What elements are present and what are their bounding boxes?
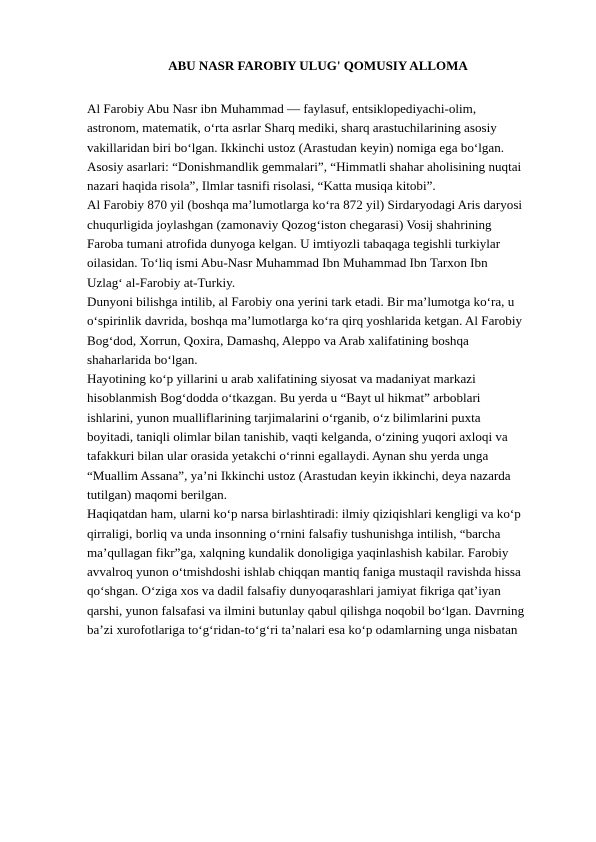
text-line: Uzlag‘ al-Farobiy at-Turkiy.	[87, 274, 236, 290]
text-line: qirraligi, borliq va unda insonning o‘rnini falsafiy tushunishga intilish, “barcha	[87, 525, 501, 541]
text-line: Al Farobiy Abu Nasr ibn Muhammad — faylasuf, entsiklopediyachi-olim,	[87, 101, 477, 116]
text-line: qarshi, yunon falsafasi va ilmini butunlay qabul qilishga noqobil bo‘lgan. Davrning	[87, 602, 525, 618]
text-line: ishlarini, yunon mualliflarining tarjimalarini o‘rganib, o‘z bilimlarini puxta	[87, 409, 481, 425]
text-line: “Muallim Assana”, ya’ni Ikkinchi ustoz (Arastudan keyin ikkinchi, deya nazarda	[87, 467, 511, 483]
text-line: vakillaridan biri bo‘lgan. Ikkinchi ustoz (Arastudan keyin) nomiga ega bo‘lgan.	[87, 139, 505, 155]
text-line: oilasidan. To‘liq ismi Abu-Nasr Muhammad Ibn Muhammad Ibn Tarxon Ibn	[87, 255, 488, 271]
text-line: tafakkuri bilan ular orasida yetakchi o‘rinni egallaydi. Aynan shu yerda unga	[87, 448, 489, 464]
text-line: qo‘shgan. O‘ziga xos va dadil falsafiy dunyoqarashlari jamiyat fikriga qat’iyan	[87, 583, 501, 599]
text-line: o‘spirinlik davrida, boshqa ma’lumotlarga ko‘ra qirq yoshlarida ketgan. Al Farobiy	[87, 313, 523, 329]
text-line: avvalroq yunon o‘tmishdoshi ishlab chiqqan mantiq faniga mustaqil ravishda hissa	[87, 564, 521, 580]
text-line: Bog‘dod, Xorrun, Qoxira, Damashq, Aleppo va Arab xalifatining boshqa	[87, 332, 469, 348]
text-line: Haqiqatdan ham, ularni ko‘p narsa birlashtiradi: ilmiy qiziqishlari kengligi va ko‘p	[87, 506, 521, 522]
text-line: nazari haqida risola”, Ilmlar tasnifi risolasi, “Katta musiqa kitobi”.	[87, 178, 436, 194]
text-line: boyitadi, taniqli olimlar bilan tanishib, vaqti kelganda, o‘zining yuqori axloqi va	[87, 429, 508, 445]
text-line: Asosiy asarlari: “Donishmandlik gemmalari”, “Himmatli shahar aholisining nuqtai	[87, 158, 522, 174]
text-line: Hayotining ko‘p yillarini u arab xalifatining siyosat va madaniyat markazi	[87, 371, 476, 387]
text-line: astronom, matematik, o‘rta asrlar Sharq mediki, sharq arastuchilarining asosiy	[87, 120, 497, 136]
document-title: ABU NASR FAROBIY ULUG' QOMUSIY ALLOMA	[168, 58, 468, 73]
text-line: ma’qullagan fikr”ga, xalqning kundalik donoligiga yaqinlashish kabilar. Farobiy	[87, 544, 509, 560]
text-line: tutilgan) maqomi berilgan.	[87, 486, 227, 502]
text-line: shaharlarida bo‘lgan.	[87, 351, 198, 367]
text-line: Faroba tumani atrofida dunyoga kelgan. U imtiyozli tabaqaga tegishli turkiylar	[87, 236, 501, 252]
text-line: Al Farobiy 870 yil (boshqa ma’lumotlarga ko‘ra 872 yil) Sirdaryodagi Aris daryosi	[87, 197, 523, 213]
text-line: hisoblanmish Bog‘dodda o‘tkazgan. Bu yerda u “Bayt ul hikmat” arboblari	[87, 390, 481, 406]
text-line: chuqurligida joylashgan (zamonaviy Qozog‘iston chegarasi) Vosij shahrining	[87, 216, 492, 232]
text-line: ba’zi xurofotlariga to‘g‘ridan-to‘g‘ri ta’nalari esa ko‘p odamlarning unga nisbatan	[87, 622, 518, 638]
document-body	[87, 99, 567, 639]
text-line: Dunyoni bilishga intilib, al Farobiy ona yerini tark etadi. Bir ma’lumotga ko‘ra, u	[87, 293, 515, 309]
